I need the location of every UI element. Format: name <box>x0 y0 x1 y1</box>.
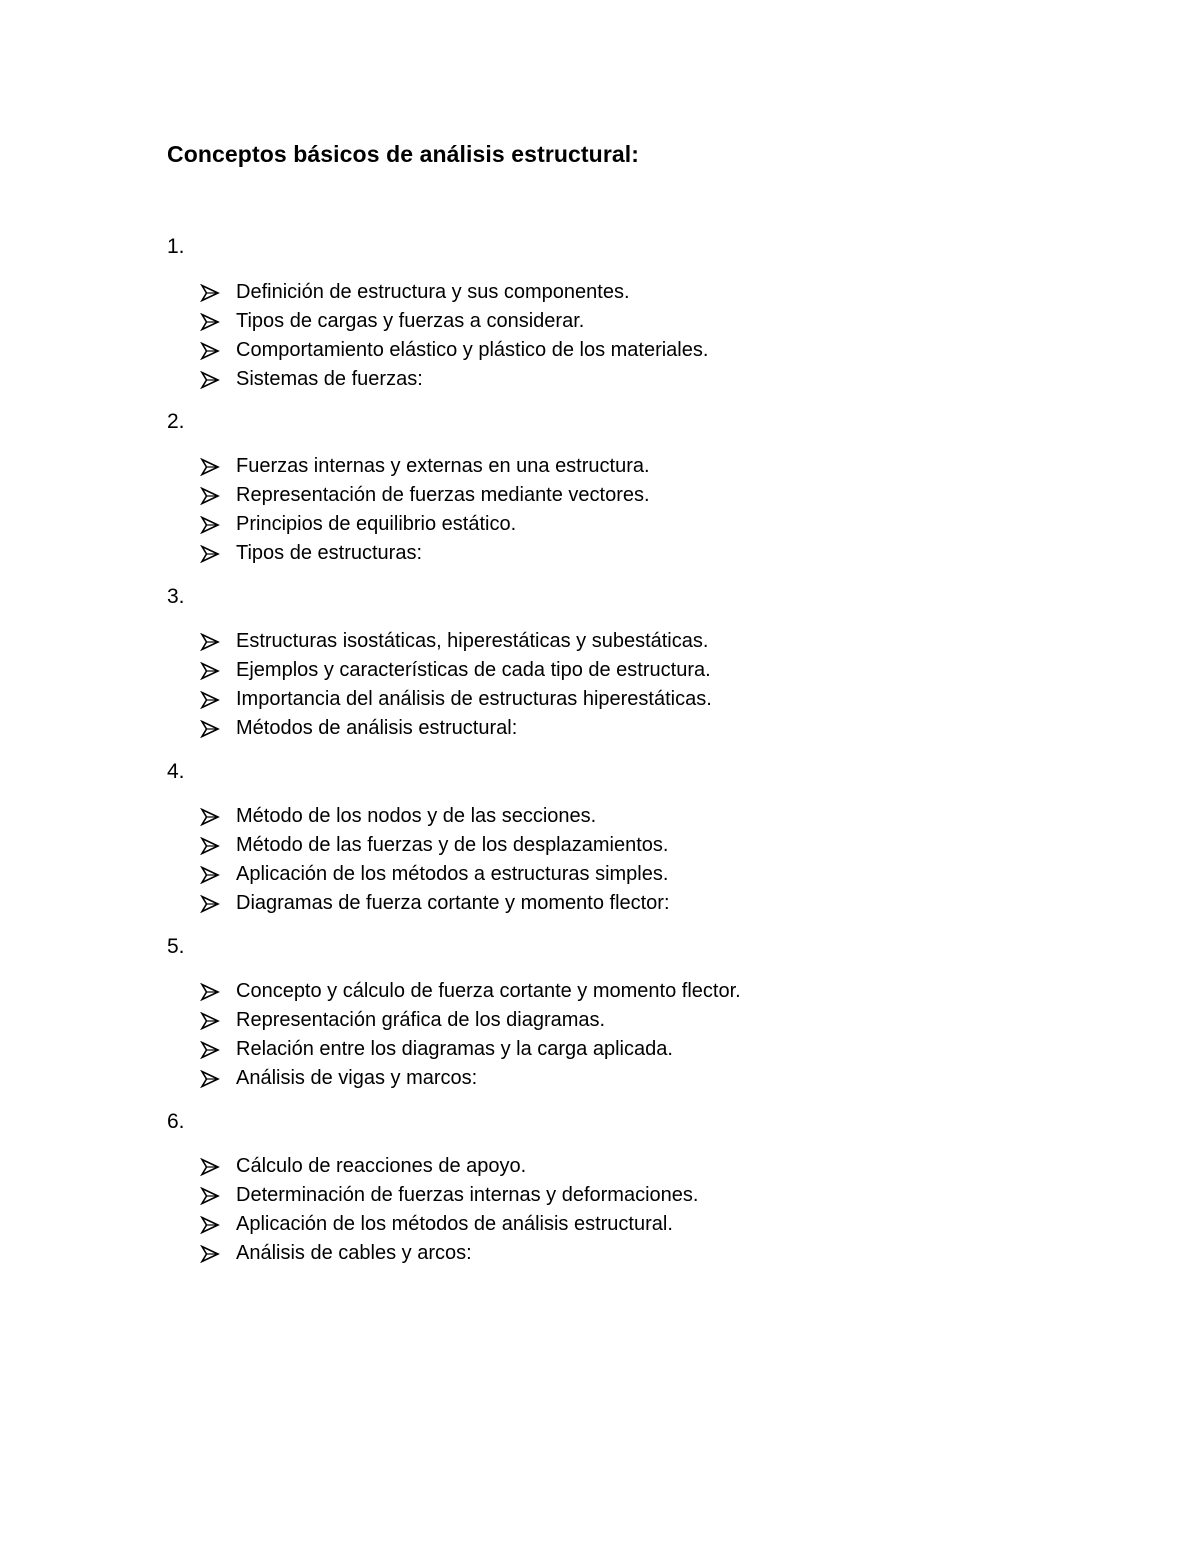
arrowhead-bullet-icon <box>200 720 222 738</box>
list-item-text: Fuerzas internas y externas en una estructura. <box>236 455 650 477</box>
arrowhead-bullet-icon <box>200 866 222 884</box>
arrowhead-bullet-icon <box>200 691 222 709</box>
arrowhead-bullet-icon <box>200 1187 222 1205</box>
section-number-2: 2. <box>167 410 185 433</box>
arrowhead-bullet-icon <box>200 487 222 505</box>
arrowhead-bullet-icon <box>200 371 222 389</box>
section-6-list <box>200 1152 698 1268</box>
list-item <box>200 1152 698 1181</box>
list-item-text: Diagramas de fuerza cortante y momento flector: <box>236 892 670 914</box>
list-item-text: Métodos de análisis estructural: <box>236 717 518 739</box>
list-item-text: Comportamiento elástico y plástico de los materiales. <box>236 339 709 361</box>
list-item-text: Importancia del análisis de estructuras hiperestáticas. <box>236 688 712 710</box>
section-4-list <box>200 802 670 918</box>
document-title: Conceptos básicos de análisis estructural: <box>167 141 640 167</box>
list-item <box>200 831 670 860</box>
arrowhead-bullet-icon <box>200 342 222 360</box>
list-item <box>200 1181 698 1210</box>
list-item-text: Método de las fuerzas y de los desplazamientos. <box>236 834 669 856</box>
arrowhead-bullet-icon <box>200 545 222 563</box>
list-item-text: Representación de fuerzas mediante vectores. <box>236 484 650 506</box>
arrowhead-bullet-icon <box>200 284 222 302</box>
list-item <box>200 1006 741 1035</box>
list-item <box>200 889 670 918</box>
list-item <box>200 510 650 539</box>
list-item <box>200 278 708 307</box>
list-item <box>200 860 670 889</box>
arrowhead-bullet-icon <box>200 313 222 331</box>
list-item-text: Relación entre los diagramas y la carga aplicada. <box>236 1038 673 1060</box>
list-item-text: Análisis de vigas y marcos: <box>236 1067 478 1089</box>
list-item-text: Determinación de fuerzas internas y deformaciones. <box>236 1184 699 1206</box>
section-2-list <box>200 452 650 568</box>
arrowhead-bullet-icon <box>200 516 222 534</box>
arrowhead-bullet-icon <box>200 633 222 651</box>
list-item-text: Concepto y cálculo de fuerza cortante y momento flector. <box>236 980 741 1002</box>
list-item <box>200 977 741 1006</box>
list-item <box>200 685 712 714</box>
list-item <box>200 336 708 365</box>
arrowhead-bullet-icon <box>200 1216 222 1234</box>
arrowhead-bullet-icon <box>200 837 222 855</box>
list-item-text: Principios de equilibrio estático. <box>236 513 517 535</box>
list-item <box>200 1210 698 1239</box>
list-item-text: Cálculo de reacciones de apoyo. <box>236 1155 527 1177</box>
list-item-text: Representación gráfica de los diagramas. <box>236 1009 606 1031</box>
list-item <box>200 656 712 685</box>
list-item-text: Tipos de estructuras: <box>236 542 423 564</box>
arrowhead-bullet-icon <box>200 983 222 1001</box>
arrowhead-bullet-icon <box>200 1041 222 1059</box>
arrowhead-bullet-icon <box>200 808 222 826</box>
list-item <box>200 307 708 336</box>
arrowhead-bullet-icon <box>200 895 222 913</box>
section-number-5: 5. <box>167 935 185 958</box>
list-item <box>200 714 712 743</box>
list-item <box>200 627 712 656</box>
list-item-text: Aplicación de los métodos a estructuras simples. <box>236 863 669 885</box>
list-item-text: Estructuras isostáticas, hiperestáticas y subestáticas. <box>236 630 709 652</box>
list-item <box>200 365 708 394</box>
list-item <box>200 1064 741 1093</box>
list-item-text: Definición de estructura y sus componentes. <box>236 281 630 303</box>
list-item <box>200 1035 741 1064</box>
section-1-list <box>200 278 708 394</box>
arrowhead-bullet-icon <box>200 1158 222 1176</box>
list-item <box>200 1239 698 1268</box>
section-3-list <box>200 627 712 743</box>
arrowhead-bullet-icon <box>200 662 222 680</box>
list-item <box>200 452 650 481</box>
list-item-text: Aplicación de los métodos de análisis estructural. <box>236 1213 673 1235</box>
list-item <box>200 481 650 510</box>
section-5-list <box>200 977 741 1093</box>
section-number-1: 1. <box>167 235 185 258</box>
arrowhead-bullet-icon <box>200 1012 222 1030</box>
list-item-text: Ejemplos y características de cada tipo de estructura. <box>236 659 711 681</box>
arrowhead-bullet-icon <box>200 1245 222 1263</box>
list-item-text: Sistemas de fuerzas: <box>236 368 423 390</box>
section-number-6: 6. <box>167 1110 185 1133</box>
list-item-text: Análisis de cables y arcos: <box>236 1242 472 1264</box>
list-item-text: Método de los nodos y de las secciones. <box>236 805 597 827</box>
list-item <box>200 539 650 568</box>
arrowhead-bullet-icon <box>200 458 222 476</box>
section-number-3: 3. <box>167 585 185 608</box>
arrowhead-bullet-icon <box>200 1070 222 1088</box>
list-item-text: Tipos de cargas y fuerzas a considerar. <box>236 310 585 332</box>
list-item <box>200 802 670 831</box>
section-number-4: 4. <box>167 760 185 783</box>
